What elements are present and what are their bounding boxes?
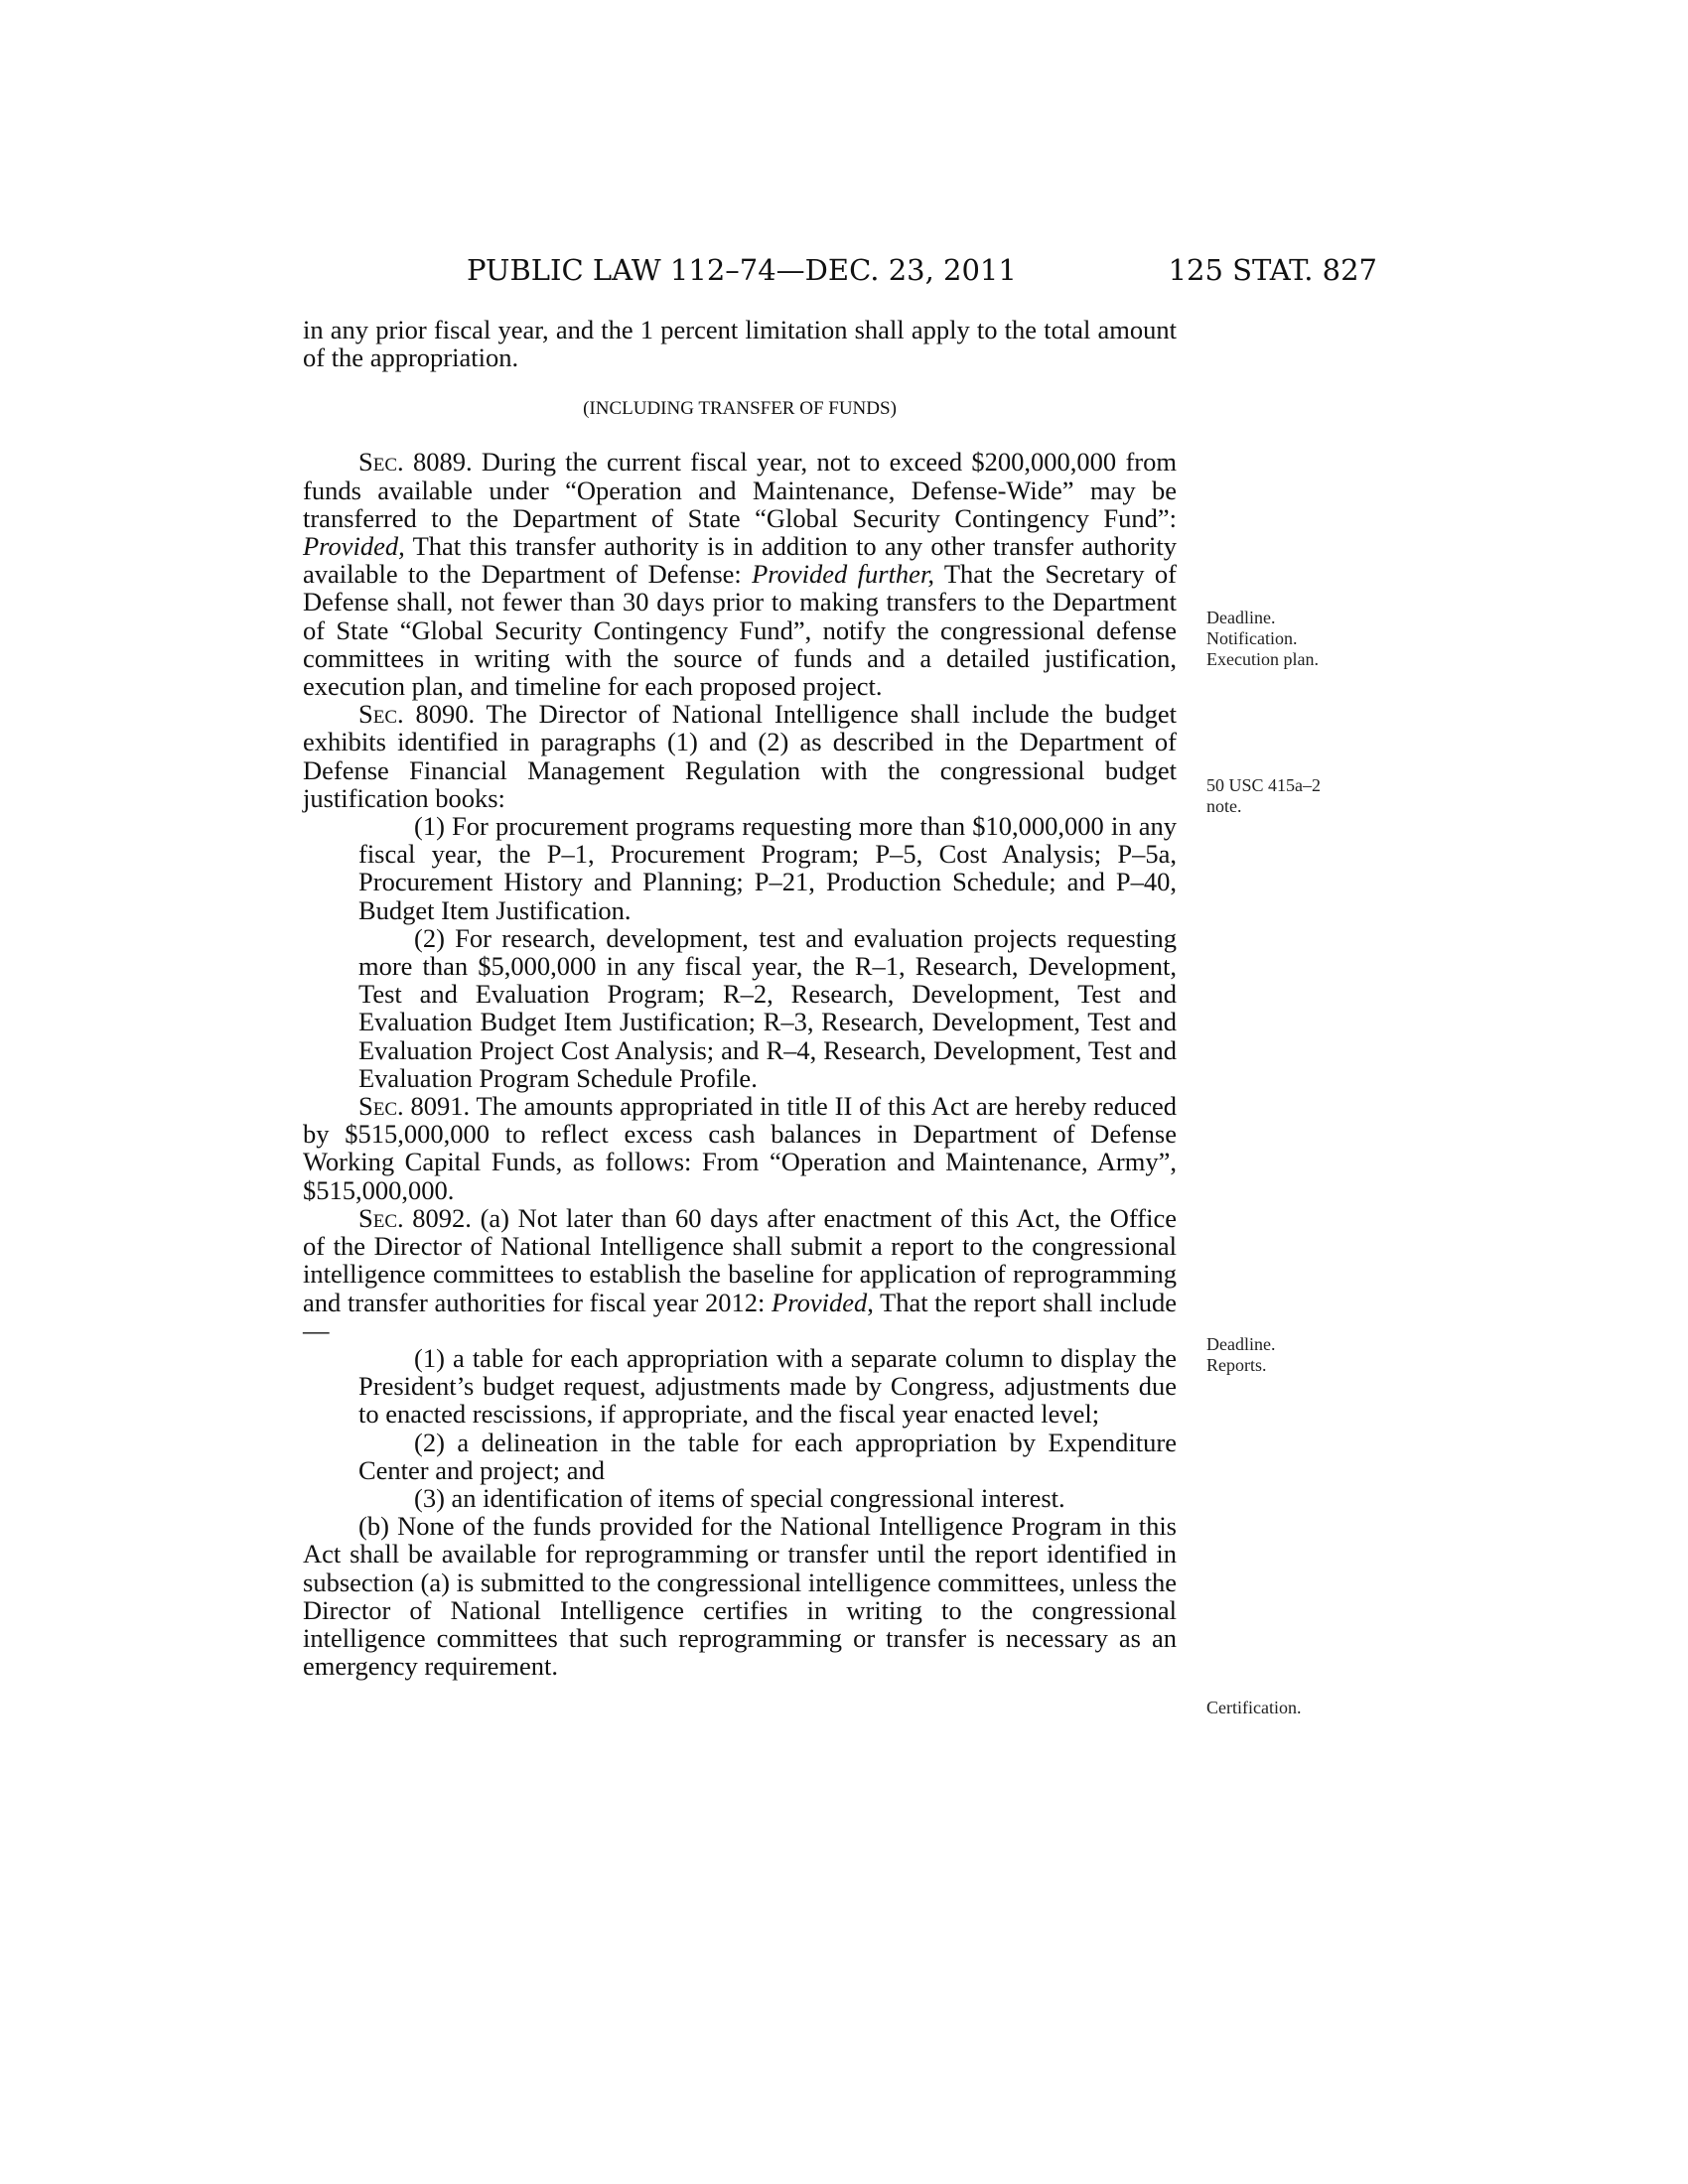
sec-8091: Sec. 8091. The amounts appropriated in title II of this Act are hereby reduced by $515,000,000 to reflect excess cash balances in Department of Defense Working Capital Funds, as follows: From “Operation and Maintenance, Army”, $515,000,000. [303, 1091, 1177, 1205]
margin-note-line: note. [1206, 796, 1242, 816]
sec-8090-item-1: (1) For procurement programs requesting more than $10,000,000 in any fiscal year, the P–1, Procurement Program; P–5, Cost Analysis; P–5a, Procurement History and Planning; P–21, Production Schedule; and P–40, Budget Item Justification. [358, 811, 1177, 925]
margin-note-line: Deadline. [1206, 1334, 1276, 1354]
margin-note-line: Certification. [1206, 1698, 1302, 1717]
header-stat-page: 125 STAT. 827 [1168, 253, 1377, 287]
sec-8090: Sec. 8090. The Director of National Intelligence shall include the budget exhibits identified in paragraphs (1) and (2) as described in the Department of Defense Financial Management Regulation with the congressional budget justification books: [303, 699, 1177, 813]
margin-note-line: Notification. [1206, 628, 1298, 648]
sec-8092-item-3: (3) an identification of items of special congressional interest. [414, 1482, 1065, 1513]
sec-8092-b: (b) None of the funds provided for the National Intelligence Program in this Act shall be available for reprogramming or transfer until the report identified in subsection (a) is submitted to the congressional intelligence committees, unless the Director of National Intelligence certifies in writing to the congressional intelligence committees that such reprogramming or transfer is necessary as an emergency requirement. [303, 1511, 1177, 1682]
margin-note-line: 50 USC 415a–2 [1206, 775, 1322, 795]
sec-8092-item-2: (2) a delineation in the table for each appropriation by Expenditure Center and project; and [358, 1427, 1177, 1485]
page-body [303, 316, 1177, 1680]
sec-label: Sec. [358, 1091, 404, 1122]
margin-note-usc-citation [1206, 775, 1375, 817]
sec-8090-item-2: (2) For research, development, test and evaluation projects requesting more than $5,000,000 in any fiscal year, the R–1, Research, Development, Test and Evaluation Program; R–2, Research, Development, Test and Evaluation Budget Item Justification; R–3, Research, Development, Test and Evaluation Project Cost Analysis; and R–4, Research, Development, Test and Evaluation Program Schedule Profile. [358, 922, 1177, 1093]
margin-note-line: Deadline. [1206, 608, 1276, 627]
sec-label: Sec. [358, 1202, 404, 1233]
running-header [303, 246, 1377, 294]
section-caption: (INCLUDING TRANSFER OF FUNDS) [583, 398, 897, 420]
sec-8092-item-1: (1) a table for each appropriation with a separate column to display the President’s budget request, adjustments made by Congress, adjustments due to enacted rescissions, if appropriate, and the fiscal year enacted level; [358, 1342, 1177, 1430]
header-law-citation: PUBLIC LAW 112–74—DEC. 23, 2011 [467, 253, 1017, 287]
sec-label: Sec. [358, 699, 404, 730]
margin-note-line: Execution plan. [1206, 649, 1319, 669]
continuation-paragraph: in any prior fiscal year, and the 1 percent limitation shall apply to the total amount of the appropriation. [303, 315, 1177, 373]
sec-8092-a: Sec. 8092. (a) Not later than 60 days after enactment of this Act, the Office of the Director of National Intelligence shall submit a report to the congressional intelligence committees to establish the baseline for application of reprogramming and transfer authorities for fiscal year 2012: Provided, That the report shall include— [303, 1202, 1178, 1345]
sec-label: Sec. [358, 447, 404, 478]
margin-note-certification [1206, 1698, 1375, 1718]
margin-note-deadline-reports [1206, 1334, 1375, 1376]
sec-8089: Sec. 8089. During the current fiscal year, not to exceed $200,000,000 from funds available under “Operation and Maintenance, Defense-Wide” may be transferred to the Department of State “Global Security Contingency Fund”: Provided, That this transfer authority is in addition to any other transfer authority available to the Department of Defense: Provided further, That the Secretary of Defense shall, not fewer than 30 days prior to making transfers to the Department of State “Global Security Contingency Fund”, notify the congressional defense committees in writing with the source of funds and a detailed justification, execution plan, and timeline for each proposed project. [303, 447, 1177, 702]
margin-note-line: Reports. [1206, 1355, 1267, 1375]
margin-note-deadline-notification [1206, 608, 1375, 670]
